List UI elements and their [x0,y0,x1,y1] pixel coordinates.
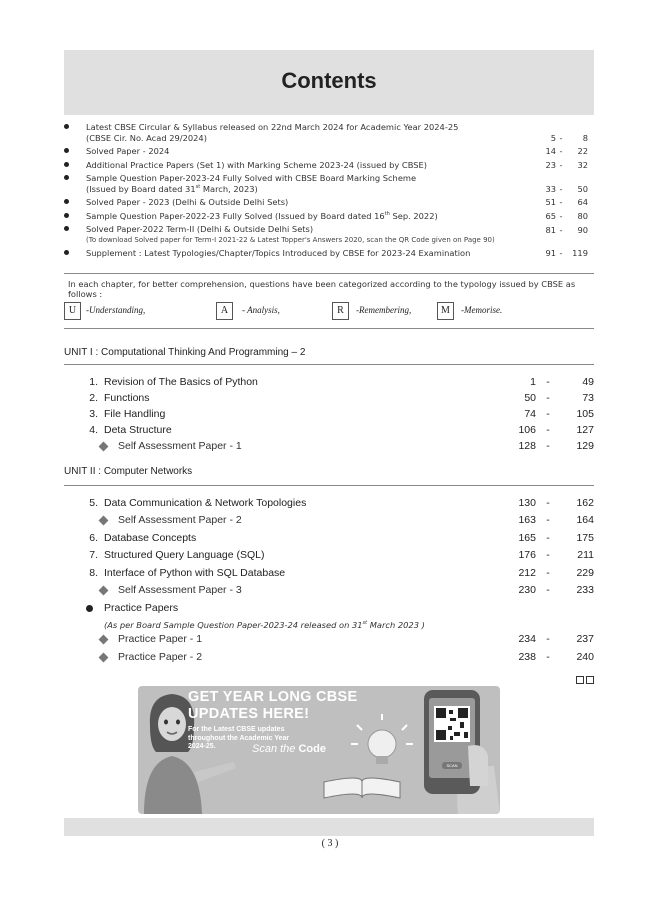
front-item-sqp-2022-23[interactable] [64,211,594,222]
chapter-number: 3. [89,408,98,420]
scan-the-code-text [252,743,326,755]
page-end: 64 [577,197,588,207]
page-range [502,424,594,436]
page-dash: - [559,197,563,207]
page-title: Contents [281,68,377,93]
chapter-title: File Handling [104,408,166,420]
toc-row[interactable] [80,584,594,598]
banner-headline-1: GET YEAR LONG CBSE [188,689,358,705]
banner-headline-2: UPDATES HERE! [188,706,310,722]
practice-heading: Practice Papers [104,602,179,614]
toc-row[interactable] [80,497,594,511]
toc-row[interactable] [80,532,594,546]
page-range [534,225,588,236]
page-end: 162 [576,497,594,509]
page-end: 129 [576,440,594,452]
page-dash: - [559,183,563,194]
chapter-title: Database Concepts [104,532,197,544]
typology-note: In each chapter, for better comprehension, questions have been categorized according to the typology issued by CBSE as follows : [68,279,576,299]
page-range [534,146,588,157]
page-range [502,376,594,388]
toc-row[interactable] [80,549,594,563]
front-item-additional-practice[interactable] [64,160,594,171]
page-dash: - [546,424,550,436]
page-start: 128 [518,440,536,452]
page-end: 175 [576,532,594,544]
page-start: 33 [545,183,556,194]
page-end: 73 [582,392,594,404]
page-range [502,633,594,645]
front-item-text: Supplement : Latest Typologies/Chapter/Topics Introduced by CBSE for 2023-24 Examination [86,248,471,258]
page-start: 1 [530,376,536,388]
scan-prefix: Scan the [252,743,296,755]
practice-paper-title: Practice Paper - 1 [118,633,203,645]
typology-label-r: -Remembering, [356,305,412,315]
page-dash: - [546,651,550,663]
unit-heading: UNIT I : Computational Thinking And Programming – 2 [64,347,306,358]
chapter-title: Structured Query Language (SQL) [104,549,265,561]
bullet-icon [64,162,69,167]
toc-row[interactable] [80,392,594,406]
front-item-supplement[interactable] [64,248,594,259]
bullet-icon [86,605,93,612]
book-icon [576,676,594,684]
front-item-solved-2023[interactable] [64,197,594,208]
page-start: 165 [518,532,536,544]
divider [64,328,594,329]
page-range [502,532,594,544]
page-start: 176 [518,549,536,561]
qr-code-icon[interactable] [434,706,470,742]
assessment-title: Self Assessment Paper - 3 [118,584,242,596]
page-end: 80 [577,210,588,221]
toc-row[interactable] [80,440,594,454]
typology-label-m: -Memorise. [461,305,503,315]
chapter-title: Revision of The Basics of Python [104,376,258,388]
page-range [534,197,588,208]
page-start: 50 [524,392,536,404]
scan-bold: Code [298,743,326,755]
page-dash: - [546,549,550,561]
page-dash: - [559,248,563,258]
toc-row[interactable] [80,633,594,647]
page-range [502,514,594,526]
toc-row[interactable] [80,514,594,528]
divider [64,364,594,365]
page-start: 74 [524,408,536,420]
page-start: 230 [518,584,536,596]
page-range [502,549,594,561]
page-dash: - [546,497,550,509]
chapter-title: Functions [104,392,150,404]
page-range [534,133,588,144]
page-end: 233 [576,584,594,596]
page-range [502,651,594,663]
page-end: 119 [572,248,588,258]
page-end: 32 [577,159,588,170]
front-matter-list [64,122,594,262]
page-start: 23 [545,159,556,170]
page-dash: - [559,159,563,170]
page-number: ( 3 ) [321,838,339,849]
page-start: 238 [518,651,536,663]
practice-heading-row[interactable] [80,602,594,616]
bullet-icon [64,250,69,255]
typology-label-u: -Understanding, [86,305,146,315]
bullet-icon [64,213,69,218]
toc-row[interactable] [80,408,594,422]
page-start: 212 [518,567,536,579]
bullet-icon [64,199,69,204]
front-item-text: Sample Question Paper-2023-24 Fully Solved with CBSE Board Marking Scheme [86,173,417,183]
page-end: 164 [576,514,594,526]
bullet-icon [64,124,69,129]
page-end: 105 [576,408,594,420]
practice-paper-title: Practice Paper - 2 [118,651,203,663]
diamond-bullet-icon [99,653,109,663]
chapter-title: Data Communication & Network Topologies [104,497,307,509]
chapter-number: 4. [89,424,98,436]
typology-label-a: - Analysis, [242,305,280,315]
typology-code-u: U [64,302,81,320]
practice-note: (As per Board Sample Question Paper-2023-24 released on 31st March 2023 ) [104,620,425,630]
diamond-bullet-icon [99,635,109,645]
typology-code-a: A [216,302,233,320]
page-start: 130 [518,497,536,509]
page-end: 127 [576,424,594,436]
page-start: 163 [518,514,536,526]
page-range [502,567,594,579]
front-item-text: Sample Question Paper-2022-23 Fully Solved (Issued by Board dated 16th Sep. 2022) [86,210,438,221]
chapter-title: Interface of Python with SQL Database [104,567,286,579]
chapter-number: 2. [89,392,98,404]
page-start: 81 [545,224,556,235]
front-item-sub: (To download Solved paper for Term-I 2021-22 & Latest Topper's Answers 2020, scan the QR Code given on Page 90) [86,235,495,244]
assessment-title: Self Assessment Paper - 2 [118,514,242,526]
front-item-sqp-2023-24[interactable] [64,173,594,194]
bullet-icon [64,148,69,153]
page-start: 234 [518,633,536,645]
banner-subtext: For the Latest CBSE updates throughout the Academic Year 2024-25. [188,726,290,750]
page-end: 229 [576,567,594,579]
page-end: 211 [577,549,594,561]
page-end: 90 [577,224,588,235]
chapter-number: 7. [89,549,98,561]
divider [64,485,594,486]
page-dash: - [546,567,550,579]
chapter-number: 1. [89,376,98,388]
page-start: 51 [545,197,556,207]
page-range [502,408,594,420]
page-dash: - [559,224,563,235]
front-item-sub: (Issued by Board dated 31st March, 2023) [86,183,258,194]
page-end: 49 [582,376,594,388]
bullet-icon [64,175,69,180]
page-range [502,392,594,404]
front-item-text: Solved Paper - 2024 [86,146,170,156]
page-end: 50 [577,183,588,194]
page-range [534,248,588,259]
page-range [534,160,588,171]
page-dash: - [546,532,550,544]
updates-banner[interactable] [138,686,500,814]
front-item-text: Additional Practice Papers (Set 1) with Marking Scheme 2023-24 (issued by CBSE) [86,159,428,170]
page-dash: - [559,132,563,143]
page-dash: - [546,376,550,388]
page-dash: - [559,146,563,156]
page-dash: - [546,408,550,420]
page-start: 14 [545,146,556,156]
toc-row[interactable] [80,376,594,390]
page-end: 240 [576,651,594,663]
page-dash: - [546,392,550,404]
front-item-solved-2022-term2[interactable] [64,224,594,245]
front-item-text: Solved Paper - 2023 (Delhi & Outside Delhi Sets) [86,197,289,207]
front-item-sub: (CBSE Cir. No. Acad 29/2024) [86,132,207,143]
phone-scan-label: SCAN [446,763,458,768]
chapter-number: 6. [89,532,98,544]
page-dash: - [546,584,550,596]
unit-heading: UNIT II : Computer Networks [64,466,193,477]
assessment-title: Self Assessment Paper - 1 [118,440,242,452]
page-end: 22 [577,146,588,156]
divider [64,273,594,274]
page-range [534,211,588,222]
page-start: 5 [550,132,556,143]
front-item-solved-2024[interactable] [64,146,594,157]
toc-row[interactable] [80,567,594,581]
typology-legend [64,302,594,320]
page-dash: - [546,514,550,526]
footer-band [64,818,594,836]
front-item-text: Solved Paper-2022 Term-II (Delhi & Outside Delhi Sets) [86,224,314,234]
page-end: 8 [582,132,588,143]
page-end: 237 [576,633,594,645]
typology-code-r: R [332,302,349,320]
diamond-bullet-icon [99,516,109,526]
chapter-number: 5. [89,497,98,509]
page-range [502,497,594,509]
page-start: 106 [518,424,536,436]
page-range [502,440,594,452]
bullet-icon [64,226,69,231]
page-dash: - [559,210,563,221]
diamond-bullet-icon [99,442,109,452]
typology-code-m: M [437,302,454,320]
page-dash: - [546,440,550,452]
toc-row[interactable] [80,424,594,438]
toc-row[interactable] [80,651,594,665]
page-start: 91 [545,248,556,258]
page-dash: - [546,633,550,645]
page-range [502,584,594,596]
chapter-title: Deta Structure [104,424,172,436]
chapter-number: 8. [89,567,98,579]
page-start: 65 [545,210,556,221]
diamond-bullet-icon [99,586,109,596]
page-range [534,184,588,195]
front-item-syllabus[interactable] [64,122,594,143]
front-item-text: Latest CBSE Circular & Syllabus released on 22nd March 2024 for Academic Year 2024-25 [86,122,459,132]
